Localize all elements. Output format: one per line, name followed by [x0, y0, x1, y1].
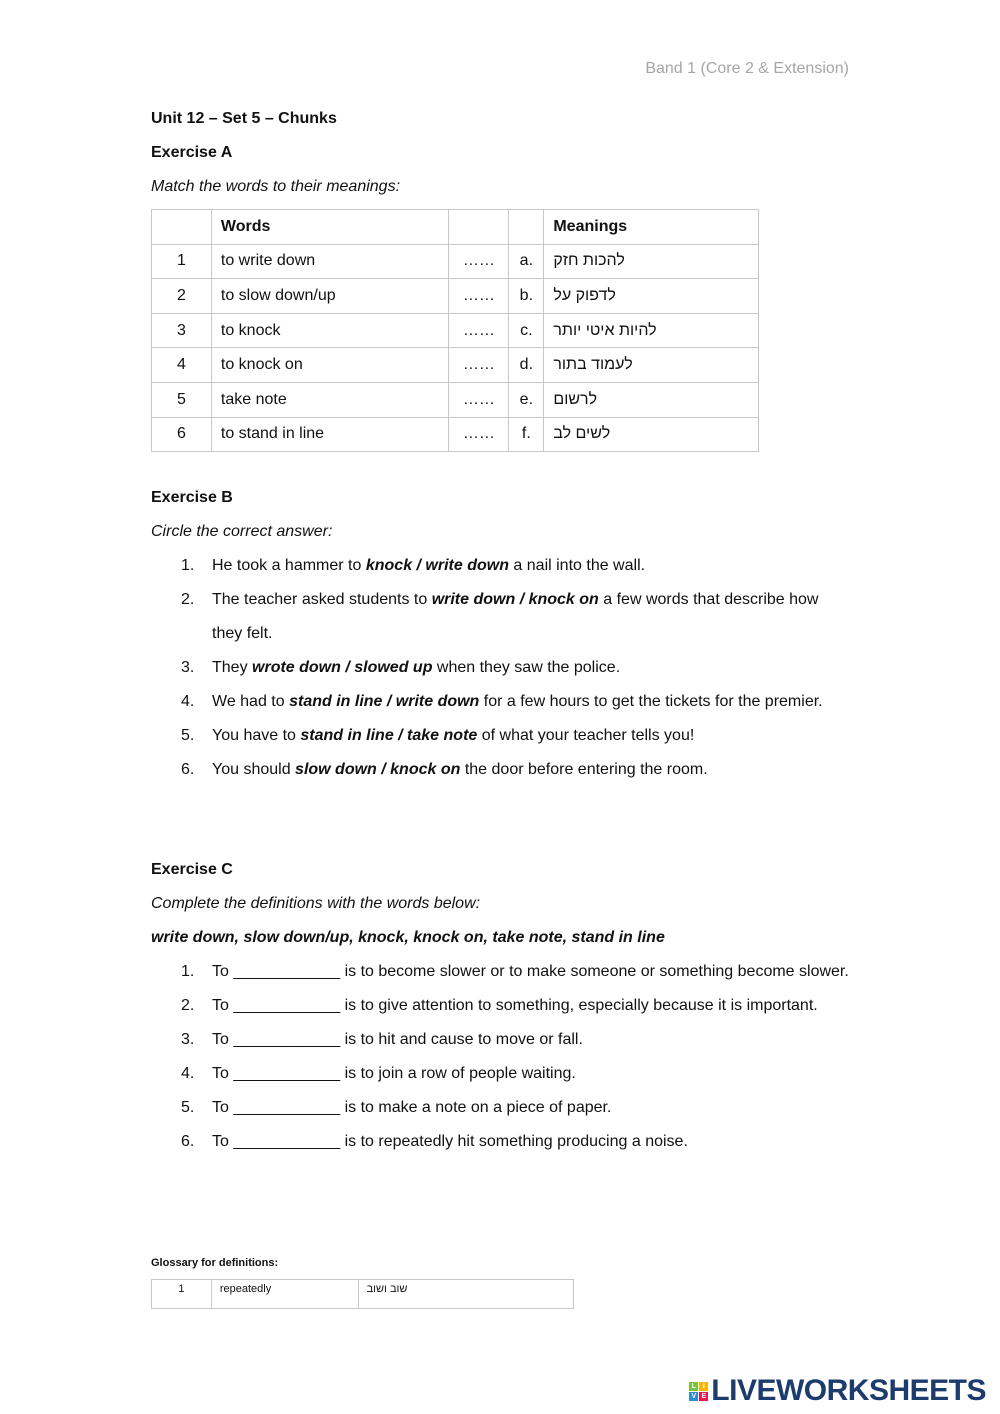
- glossary-word: repeatedly: [211, 1280, 358, 1309]
- table-row: [152, 382, 759, 417]
- page-title: Unit 12 – Set 5 – Chunks: [151, 110, 337, 127]
- word-bank: write down, slow down/up, knock, knock on, take note, stand in line: [151, 929, 665, 946]
- sentence-start: You have to: [212, 727, 301, 744]
- item-number: 6.: [181, 761, 195, 778]
- answer-blank[interactable]: ……: [449, 244, 509, 279]
- answer-choice[interactable]: wrote down / slowed up: [252, 659, 433, 676]
- meaning-letter: f.: [509, 417, 544, 452]
- table-header-row: [152, 210, 759, 245]
- sentence-end: for a few hours to get the tickets for the premier.: [479, 693, 823, 710]
- exercise-a-instruction: Match the words to their meanings:: [151, 178, 401, 195]
- row-number: 4: [152, 348, 212, 383]
- glossary-row: [152, 1280, 574, 1309]
- glossary-meaning: שוב ושוב: [358, 1280, 573, 1309]
- item-number: 2.: [181, 997, 195, 1014]
- exercise-c-instruction: Complete the definitions with the words below:: [151, 895, 481, 912]
- item-number: 5.: [181, 1099, 195, 1116]
- item-number: 1.: [181, 557, 195, 574]
- sentence-start: You should: [212, 761, 296, 778]
- table-row: [152, 417, 759, 452]
- logo-block: V: [689, 1392, 698, 1401]
- sentence-start: He took a hammer to: [212, 557, 366, 574]
- sentence-end: a few words that describe how they felt.: [212, 591, 819, 642]
- matching-table: [151, 209, 759, 452]
- list-item: [151, 955, 851, 989]
- sentence-start: They: [212, 659, 253, 676]
- list-item: [151, 719, 841, 753]
- meaning-letter: c.: [509, 313, 544, 348]
- sentence-end: a nail into the wall.: [508, 557, 646, 574]
- logo-icon: [689, 1382, 708, 1401]
- table-row: [152, 313, 759, 348]
- answer-choice[interactable]: slow down / knock on: [295, 761, 461, 778]
- answer-blank[interactable]: ……: [449, 417, 509, 452]
- word-cell: to write down: [211, 244, 449, 279]
- definition-text[interactable]: To ____________ is to become slower or to make someone or something become slower.: [212, 963, 849, 980]
- answer-blank[interactable]: ……: [449, 348, 509, 383]
- row-number: 5: [152, 382, 212, 417]
- meaning-cell: לעמוד בתור: [544, 348, 759, 383]
- definition-text[interactable]: To ____________ is to make a note on a piece of paper.: [212, 1099, 612, 1116]
- row-number: 1: [152, 244, 212, 279]
- exercise-c-list: [151, 955, 851, 1159]
- logo-text: LIVEWORKSHEETS: [711, 1374, 986, 1407]
- item-number: 6.: [181, 1133, 195, 1150]
- meaning-cell: להכות חזק: [544, 244, 759, 279]
- row-number: 6: [152, 417, 212, 452]
- word-cell: to knock: [211, 313, 449, 348]
- word-cell: take note: [211, 382, 449, 417]
- list-item: [151, 989, 851, 1023]
- sentence-start: We had to: [212, 693, 290, 710]
- list-item: [151, 753, 841, 787]
- definition-text[interactable]: To ____________ is to repeatedly hit something producing a noise.: [212, 1133, 688, 1150]
- glossary-number: 1: [152, 1280, 212, 1309]
- sentence-end: of what your teacher tells you!: [477, 727, 695, 744]
- meaning-letter: a.: [509, 244, 544, 279]
- answer-choice[interactable]: stand in line / take note: [300, 727, 478, 744]
- word-cell: to knock on: [211, 348, 449, 383]
- item-number: 4.: [181, 1065, 195, 1082]
- exercise-a-heading: Exercise A: [151, 144, 233, 161]
- item-number: 3.: [181, 1031, 195, 1048]
- sentence-end: when they saw the police.: [432, 659, 621, 676]
- definition-text[interactable]: To ____________ is to hit and cause to move or fall.: [212, 1031, 583, 1048]
- meaning-letter: b.: [509, 279, 544, 314]
- exercise-c-heading: Exercise C: [151, 861, 233, 878]
- list-item: [151, 685, 841, 719]
- logo-block: L: [689, 1382, 698, 1391]
- logo-block: E: [699, 1392, 708, 1401]
- page-header: Band 1 (Core 2 & Extension): [645, 60, 849, 77]
- item-number: 4.: [181, 693, 195, 710]
- meaning-cell: לשים לב: [544, 417, 759, 452]
- answer-blank[interactable]: ……: [449, 313, 509, 348]
- logo-block: I: [699, 1382, 708, 1391]
- item-number: 3.: [181, 659, 195, 676]
- meaning-letter: d.: [509, 348, 544, 383]
- answer-choice[interactable]: stand in line / write down: [289, 693, 480, 710]
- answer-blank[interactable]: ……: [449, 382, 509, 417]
- sentence-start: The teacher asked students to: [212, 591, 432, 608]
- list-item: [151, 1057, 851, 1091]
- table-row: [152, 244, 759, 279]
- answer-choice[interactable]: knock / write down: [365, 557, 509, 574]
- glossary-heading: Glossary for definitions:: [151, 1257, 279, 1269]
- meaning-cell: לדפוק על: [544, 279, 759, 314]
- answer-choice[interactable]: write down / knock on: [431, 591, 599, 608]
- meaning-cell: להיות איטי יותר: [544, 313, 759, 348]
- sentence-end: the door before entering the room.: [460, 761, 708, 778]
- table-row: [152, 279, 759, 314]
- list-item: [151, 549, 841, 583]
- word-cell: to stand in line: [211, 417, 449, 452]
- list-item: [151, 1023, 851, 1057]
- list-item: [151, 583, 841, 651]
- meaning-letter: e.: [509, 382, 544, 417]
- row-number: 3: [152, 313, 212, 348]
- list-item: [151, 1091, 851, 1125]
- list-item: [151, 651, 841, 685]
- table-row: [152, 348, 759, 383]
- row-number: 2: [152, 279, 212, 314]
- meaning-cell: לרשום: [544, 382, 759, 417]
- item-number: 5.: [181, 727, 195, 744]
- answer-blank[interactable]: ……: [449, 279, 509, 314]
- definition-text[interactable]: To ____________ is to give attention to something, especially because it is important.: [212, 997, 818, 1014]
- exercise-b-list: [151, 549, 841, 787]
- exercise-b-instruction: Circle the correct answer:: [151, 523, 333, 540]
- definition-text[interactable]: To ____________ is to join a row of people waiting.: [212, 1065, 576, 1082]
- col-words: Words: [211, 210, 449, 245]
- exercise-b-heading: Exercise B: [151, 489, 233, 506]
- item-number: 1.: [181, 963, 195, 980]
- liveworksheets-logo: [689, 1374, 986, 1408]
- col-meanings: Meanings: [544, 210, 759, 245]
- word-cell: to slow down/up: [211, 279, 449, 314]
- glossary-table: [151, 1279, 574, 1309]
- item-number: 2.: [181, 591, 195, 608]
- list-item: [151, 1125, 851, 1159]
